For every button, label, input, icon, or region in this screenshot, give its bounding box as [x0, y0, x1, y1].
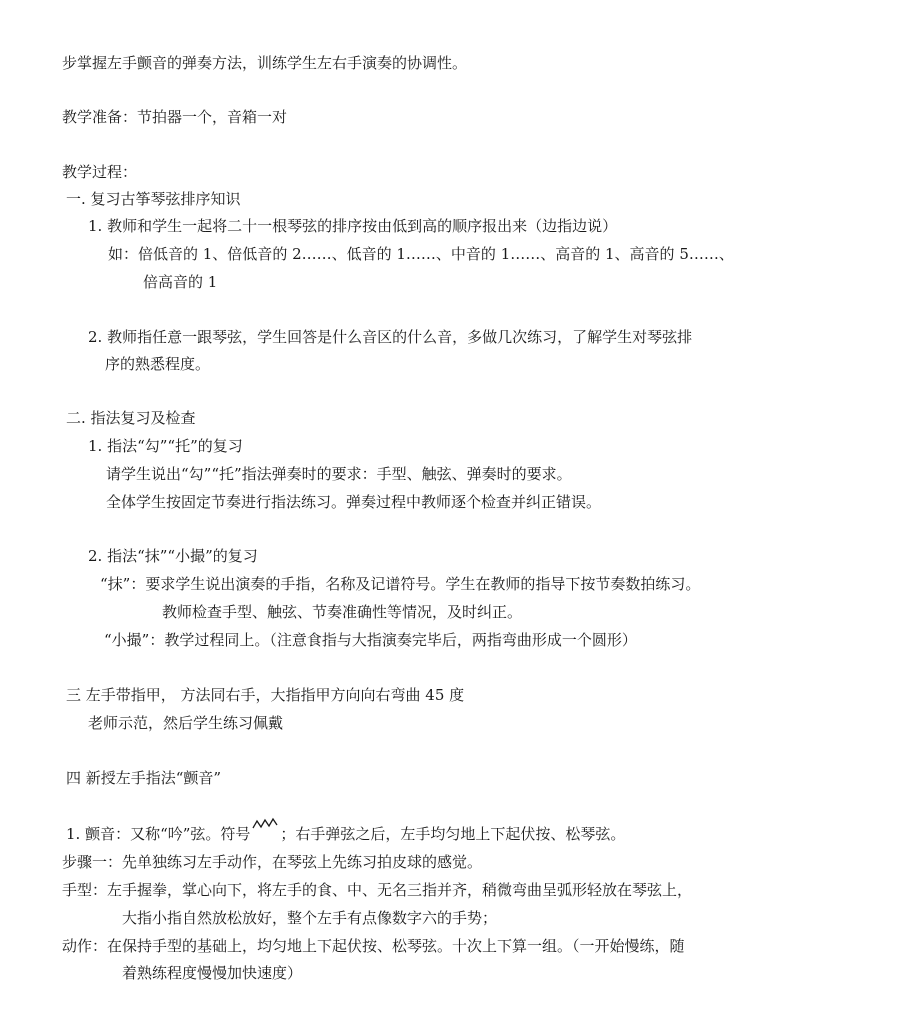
- section-2-item-1-line-a: 请学生说出“勾”“托”指法弹奏时的要求：手型、触弦、弹奏时的要求。: [106, 465, 572, 483]
- action: 动作：在保持手型的基础上，均匀地上下起伏按、松琴弦。十次上下算一组。（一开始慢练，随: [62, 937, 685, 955]
- intro-line: 步掌握左手颤音的弹奏方法，训练学生左右手演奏的协调性。: [62, 54, 468, 72]
- section-2-item-2-line-b: 教师检查手型、触弦、节奏准确性等情况，及时纠正。: [162, 603, 523, 621]
- section-2-item-2: 2. 指法“抹”“小撮”的复习: [88, 547, 258, 565]
- hand-shape-cont: 大指小指自然放松放好，整个左手有点像数字六的手势；: [122, 909, 498, 927]
- section-4-title: 四 新授左手指法“颤音”: [66, 769, 222, 787]
- process-heading: 教学过程：: [62, 163, 138, 181]
- section-1-item-1: 1. 教师和学生一起将二十一根琴弦的排序按由低到高的顺序报出来（边指边说）: [88, 217, 618, 235]
- section-2-item-2-line-c: “小撮”：教学过程同上。（注意食指与大指演奏完毕后，两指弯曲形成一个圆形）: [104, 631, 637, 649]
- action-cont: 着熟练程度慢慢加快速度）: [122, 964, 303, 982]
- section-2-title: 二. 指法复习及检查: [66, 409, 196, 427]
- section-1-title: 一. 复习古筝琴弦排序知识: [66, 190, 241, 208]
- section-1-item-2-cont: 序的熟悉程度。: [105, 355, 211, 373]
- section-3-title: 三 左手带指甲， 方法同右手，大指指甲方向向右弯曲 45 度: [66, 686, 465, 704]
- tremolo-definition: [66, 817, 625, 844]
- section-1-item-2: 2. 教师指任意一跟琴弦，学生回答是什么音区的什么音，多做几次练习，了解学生对琴弦排: [88, 328, 693, 346]
- section-1-example: 如：倍低音的 1、倍低音的 2……、低音的 1……、中音的 1……、高音的 1、高音的 5……、: [108, 245, 734, 263]
- step-one: 步骤一：先单独练习左手动作，在琴弦上先练习拍皮球的感觉。: [62, 853, 483, 871]
- section-2-item-2-line-a: “抹”：要求学生说出演奏的手指，名称及记谱符号。学生在教师的指导下按节奏数拍练习。: [100, 575, 701, 593]
- section-1-example-cont: 倍高音的 1: [143, 273, 218, 291]
- teaching-prep: 教学准备：节拍器一个，音箱一对: [62, 108, 288, 126]
- hand-shape: 手型：左手握拳，掌心向下，将左手的食、中、无名三指并齐，稍微弯曲呈弧形轻放在琴弦上，: [62, 881, 693, 899]
- section-3-line: 老师示范，然后学生练习佩戴: [88, 714, 284, 732]
- section-2-item-1: 1. 指法“勾”“托”的复习: [88, 437, 243, 455]
- section-2-item-1-line-b: 全体学生按固定节奏进行指法练习。弹奏过程中教师逐个检查并纠正错误。: [106, 493, 602, 511]
- tremolo-definition-a: 1. 颤音：又称“吟”弦。符号: [66, 825, 251, 843]
- tremolo-definition-b: ；右手弹弦之后，左手均匀地上下起伏按、松琴弦。: [280, 825, 626, 843]
- tremolo-symbol-icon: [252, 817, 278, 831]
